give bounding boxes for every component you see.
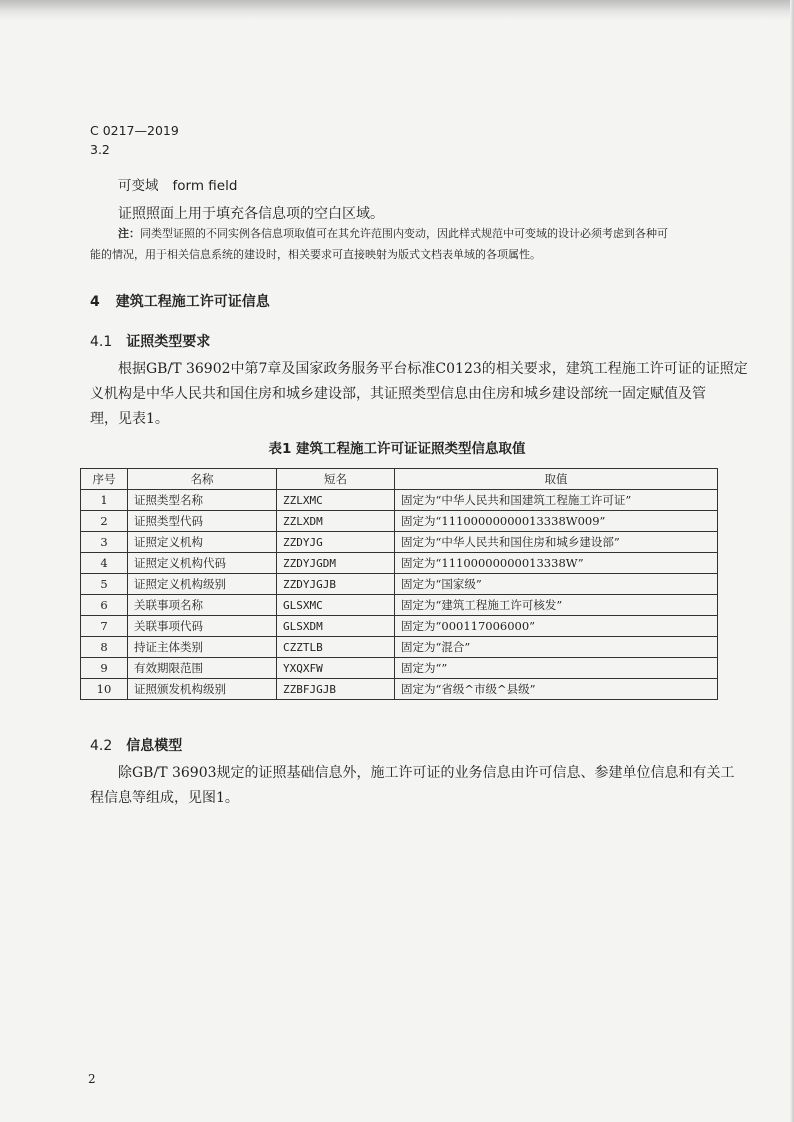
row-value: 固定为“省级^市级^县级” <box>395 679 718 700</box>
row-name: 证照定义机构代码 <box>128 553 277 574</box>
table-row <box>81 637 718 658</box>
note-text-1: 同类型证照的不同实例各信息项取值可在其允许范围内变动，因此样式规范中可变域的设计必须考虑到各种可 <box>140 227 668 240</box>
note-line-1 <box>118 223 668 244</box>
row-short-name: GLSXMC <box>277 595 395 616</box>
row-index: 7 <box>81 616 128 637</box>
row-index: 10 <box>81 679 128 700</box>
term-heading <box>118 174 237 194</box>
header-cell-name: 名称 <box>128 469 277 490</box>
section-4-2-para-line-1: 除GB/T 36903规定的证照基础信息外，施工许可证的业务信息由许可信息、参建单位信息和有关工 <box>118 765 735 781</box>
table-row <box>81 553 718 574</box>
row-name: 关联事项代码 <box>128 616 277 637</box>
row-value: 固定为“000117006000” <box>395 616 718 637</box>
row-value: 固定为“11100000000013338W” <box>395 553 718 574</box>
row-index: 6 <box>81 595 128 616</box>
row-short-name: ZZDYJGJB <box>277 574 395 595</box>
row-short-name: ZZBFJGJB <box>277 679 395 700</box>
note-label: 注： <box>118 227 140 240</box>
table-row <box>81 595 718 616</box>
header-cell-index: 序号 <box>81 469 128 490</box>
row-index: 1 <box>81 490 128 511</box>
row-index: 8 <box>81 637 128 658</box>
row-short-name: ZZLXDM <box>277 511 395 532</box>
header-cell-short-name: 短名 <box>277 469 395 490</box>
row-value: 固定为“建筑工程施工许可核发” <box>395 595 718 616</box>
term-en: form field <box>172 178 238 194</box>
row-name: 证照类型名称 <box>128 490 277 511</box>
row-short-name: CZZTLB <box>277 637 395 658</box>
term-zh: 可变域 <box>118 178 159 194</box>
section-4-1-para-line-1: 根据GB/T 36902中第7章及国家政务服务平台标准C0123的相关要求，建筑工程施工许可证的证照定 <box>118 361 748 377</box>
table-row <box>81 532 718 553</box>
row-index: 9 <box>81 658 128 679</box>
table-1 <box>80 468 718 700</box>
section-4-number: 4 <box>90 294 100 310</box>
table-row <box>81 679 718 700</box>
table-row <box>81 574 718 595</box>
row-value: 固定为“” <box>395 658 718 679</box>
row-name: 证照定义机构 <box>128 532 277 553</box>
section-4-1-heading <box>90 331 210 351</box>
table-row <box>81 658 718 679</box>
header-cell-value: 取值 <box>395 469 718 490</box>
row-short-name: ZZDYJGDM <box>277 553 395 574</box>
term-definition: 证照照面上用于填充各信息项的空白区域。 <box>118 206 384 222</box>
section-4-1-title: 证照类型要求 <box>126 334 211 350</box>
section-4-title: 建筑工程施工许可证信息 <box>115 294 270 310</box>
section-4-2-heading <box>90 735 182 755</box>
table-row <box>81 490 718 511</box>
row-name: 有效期限范围 <box>128 658 277 679</box>
scan-right-edge <box>790 0 794 1122</box>
table-1-caption: 表1 建筑工程施工许可证证照类型信息取值 <box>268 441 526 457</box>
row-value: 固定为“11100000000013338W009” <box>395 511 718 532</box>
row-name: 持证主体类别 <box>128 637 277 658</box>
row-short-name: ZZDYJG <box>277 532 395 553</box>
page-number: 2 <box>88 1072 96 1086</box>
table-header-row <box>81 469 718 490</box>
row-short-name: YXQXFW <box>277 658 395 679</box>
table-row <box>81 511 718 532</box>
section-4-1-para-line-3: 理，见表1。 <box>90 411 169 427</box>
scan-top-edge <box>0 0 794 20</box>
section-4-heading <box>90 291 270 311</box>
row-name: 关联事项名称 <box>128 595 277 616</box>
row-index: 4 <box>81 553 128 574</box>
section-4-2-title: 信息模型 <box>126 738 183 754</box>
section-4-2-number: 4.2 <box>90 738 113 754</box>
row-index: 2 <box>81 511 128 532</box>
section-4-1-number: 4.1 <box>90 334 113 350</box>
standard-number: C 0217—2019 <box>90 123 179 138</box>
row-name: 证照颁发机构级别 <box>128 679 277 700</box>
row-value: 固定为“中华人民共和国建筑工程施工许可证” <box>395 490 718 511</box>
row-value: 固定为“国家级” <box>395 574 718 595</box>
section-4-1-para-line-2: 义机构是中华人民共和国住房和城乡建设部，其证照类型信息由住房和城乡建设部统一固定赋值及管 <box>90 386 706 402</box>
row-short-name: ZZLXMC <box>277 490 395 511</box>
row-index: 5 <box>81 574 128 595</box>
row-value: 固定为“中华人民共和国住房和城乡建设部” <box>395 532 718 553</box>
row-name: 证照定义机构级别 <box>128 574 277 595</box>
row-value: 固定为“混合” <box>395 637 718 658</box>
row-index: 3 <box>81 532 128 553</box>
row-short-name: GLSXDM <box>277 616 395 637</box>
note-line-2: 能的情况，用于相关信息系统的建设时，相关要求可直接映射为版式文档表单域的各项属性。 <box>90 248 541 261</box>
section-4-2-para-line-2: 程信息等组成，见图1。 <box>90 790 239 806</box>
row-name: 证照类型代码 <box>128 511 277 532</box>
table-row <box>81 616 718 637</box>
clause-3-2-number: 3.2 <box>90 142 110 157</box>
